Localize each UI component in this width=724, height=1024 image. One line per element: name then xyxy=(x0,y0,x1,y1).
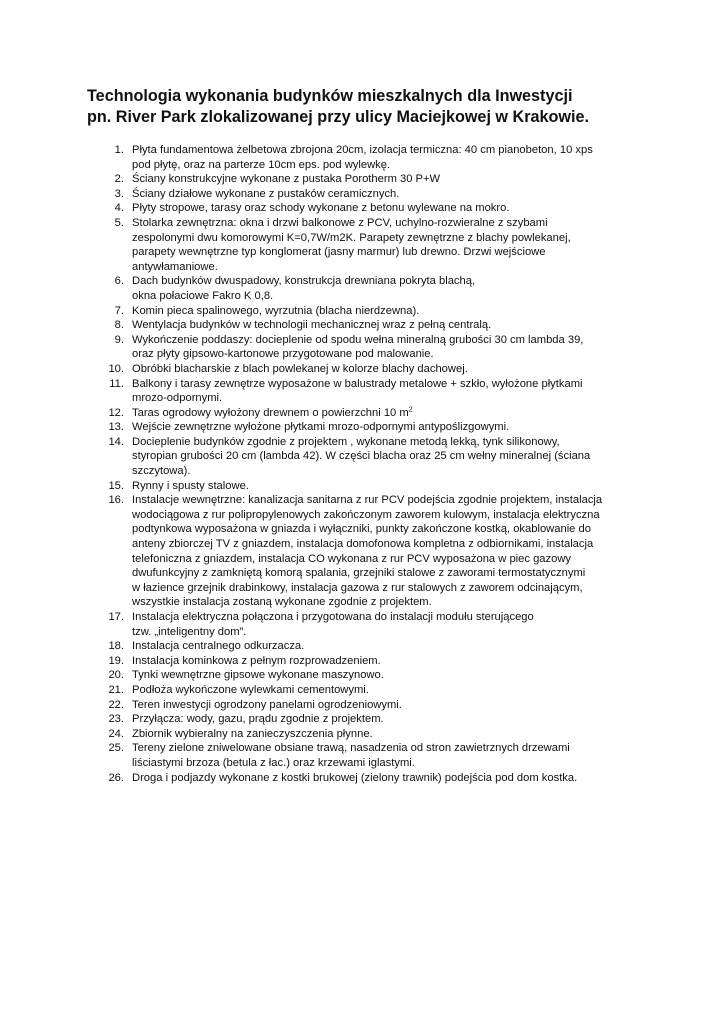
list-item-line: parapety wewnętrzne typ konglomerat (jasny marmur) lub drewno. Drzwi wejściowe xyxy=(132,246,546,259)
list-item-number: 11. xyxy=(109,377,124,390)
list-item-text xyxy=(132,625,647,640)
list-item-line: liściastymi brzoza (betula z łac.) oraz krzewami iglastymi. xyxy=(132,756,415,769)
list-item-line: Rynny i spusty stalowe. xyxy=(132,479,249,492)
list-item xyxy=(87,610,647,639)
list-item-text xyxy=(132,420,647,435)
list-item xyxy=(87,216,647,274)
list-item-line: anteny zbiorczej TV z gniazdem, instalacja domofonowa kompletna z odbiornikami, instalacja xyxy=(132,538,594,551)
list-item-text xyxy=(132,771,647,786)
list-item-text xyxy=(132,172,647,187)
list-item xyxy=(87,771,647,786)
list-item-text xyxy=(132,187,647,202)
list-item-number: 18. xyxy=(108,640,124,653)
list-item-number: 2. xyxy=(114,173,124,186)
list-item-line: Instalacje wewnętrzne: kanalizacja sanitarna z rur PCV podejścia zgodnie projektem, instalacja xyxy=(132,494,603,507)
title-line-1: Technologia wykonania budynków mieszkalnych dla Inwestycji xyxy=(87,87,573,105)
list-item-number: 23. xyxy=(108,713,124,726)
list-item xyxy=(87,187,647,202)
list-item-number: 21. xyxy=(108,683,124,696)
list-item-line: Zbiornik wybieralny na zanieczyszczenia płynne. xyxy=(132,727,373,740)
list-item xyxy=(87,362,647,377)
list-item xyxy=(87,406,647,421)
superscript: 2 xyxy=(408,405,413,413)
list-item xyxy=(87,712,647,727)
list-item xyxy=(87,143,647,172)
list-item-number: 8. xyxy=(114,319,124,332)
list-item-text xyxy=(132,493,647,508)
list-item-text xyxy=(132,464,647,479)
list-item-line: Przyłącza: wody, gazu, prądu zgodnie z projektem. xyxy=(132,713,384,726)
list-item-line: Tereny zielone zniwelowane obsiane trawą, nasadzenia od stron zawietrznych drzewami xyxy=(132,742,570,755)
list-item-line: styropian grubości 20 cm (lambda 42). W części blacha oraz 25 cm wełny mineralnej (ściana xyxy=(132,450,591,463)
title-line-2: pn. River Park zlokalizowanej przy ulicy Maciejkowej w Krakowie. xyxy=(87,108,589,126)
list-item-line: Instalacja elektryczna połączona i przygotowana do instalacji modułu sterującego xyxy=(132,611,534,623)
list-item-line: Komin pieca spalinowego, wyrzutnia (blacha nierdzewna). xyxy=(132,304,420,317)
list-item-text xyxy=(132,304,647,319)
list-item-line: Dach budynków dwuspadowy, konstrukcja drewniana pokryta blachą, xyxy=(132,275,476,288)
list-item-text xyxy=(132,260,647,275)
list-item-text xyxy=(132,245,647,260)
list-item-line: Tynki wewnętrzne gipsowe wykonane maszynowo. xyxy=(132,669,384,682)
list-item xyxy=(87,420,647,435)
list-item-number: 25. xyxy=(108,742,124,755)
list-item-text xyxy=(132,216,647,231)
list-item-text xyxy=(132,333,647,348)
list-item-text xyxy=(132,639,647,654)
list-item-text xyxy=(132,566,647,581)
list-item-number: 4. xyxy=(114,202,124,215)
list-item-text xyxy=(132,274,647,289)
list-item-number: 13. xyxy=(108,421,124,434)
list-item xyxy=(87,435,647,479)
list-item-text xyxy=(132,391,647,406)
list-item-text xyxy=(132,449,647,464)
list-item-text xyxy=(132,318,647,333)
specification-list xyxy=(87,143,647,785)
list-item-line: Taras ogrodowy wyłożony drewnem o powierzchni 10 m xyxy=(132,406,409,419)
list-item-number: 1. xyxy=(114,144,124,156)
list-item-line: okna połaciowe Fakro K 0,8. xyxy=(132,289,274,302)
list-item-line: w łazience grzejnik drabinkowy, instalacja gazowa z rur stalowych z zaworem odcinającym, xyxy=(132,581,583,594)
document-title xyxy=(87,86,647,128)
list-item-text xyxy=(132,727,647,742)
list-item-line: Instalacja centralnego odkurzacza. xyxy=(132,640,305,653)
list-item-text xyxy=(132,552,647,567)
list-item-number: 17. xyxy=(108,611,124,623)
list-item-line: mrozo-odpornymi. xyxy=(132,392,223,405)
list-item xyxy=(87,698,647,713)
list-item xyxy=(87,493,647,610)
list-item-line: Wykończenie poddaszy: docieplenie od spodu wełna mineralną grubości 30 cm lambda 39, xyxy=(132,333,584,346)
list-item-line: Płyty stropowe, tarasy oraz schody wykonane z betonu wylewane na mokro. xyxy=(132,202,510,215)
list-item xyxy=(87,274,647,303)
list-item-line: Droga i podjazdy wykonane z kostki brukowej (zielony trawnik) podejścia pod dom kostka. xyxy=(132,771,578,784)
list-item-text xyxy=(132,479,647,494)
list-item-text xyxy=(132,668,647,683)
list-item-number: 3. xyxy=(114,187,124,200)
list-item-line: Płyta fundamentowa żelbetowa zbrojona 20cm, izolacja termiczna: 40 cm pianobeton, 10 xps xyxy=(132,144,593,156)
list-item-text xyxy=(132,508,647,523)
list-item-line: Ściany działowe wykonane z pustaków ceramicznych. xyxy=(132,187,400,200)
list-item-line: zespolonymi dwu komorowymi K=0,7W/m2K. Parapety zewnętrzne z blachy powlekanej, xyxy=(132,231,571,244)
list-item-line: Wentylacja budynków w technologii mechanicznej wraz z pełną centralą. xyxy=(132,319,492,332)
list-item xyxy=(87,333,647,362)
list-item xyxy=(87,304,647,319)
list-item-text xyxy=(132,143,647,158)
list-item xyxy=(87,741,647,770)
list-item-line: Docieplenie budynków zgodnie z projektem , wykonane metodą lekką, tynk silikonowy, xyxy=(132,435,560,448)
list-item-text xyxy=(132,741,647,756)
list-item xyxy=(87,377,647,406)
list-item-line: Balkony i tarasy zewnętrze wyposażone w balustrady metalowe + szkło, wyłożone płytkami xyxy=(132,377,583,390)
list-item-text xyxy=(132,610,647,625)
list-item xyxy=(87,201,647,216)
list-item xyxy=(87,654,647,669)
list-item-text xyxy=(132,756,647,771)
list-item-number: 10. xyxy=(108,362,124,375)
list-item-text xyxy=(132,158,647,173)
list-item-number: 6. xyxy=(114,275,124,288)
list-item-line: oraz płyty gipsowo-kartonowe przygotowane pod malowanie. xyxy=(132,348,434,361)
list-item-text xyxy=(132,698,647,713)
list-item xyxy=(87,727,647,742)
list-item-line: telefoniczna z gniazdem, instalacja CO wykonana z rur PCV wyposażona w piec gazowy xyxy=(132,552,572,565)
list-item-line: szczytowa). xyxy=(132,465,191,478)
list-item-text xyxy=(132,377,647,392)
list-item-number: 7. xyxy=(114,304,124,317)
list-item-number: 15. xyxy=(108,479,124,492)
list-item-line: Instalacja kominkowa z pełnym rozprowadzeniem. xyxy=(132,654,381,667)
list-item xyxy=(87,639,647,654)
list-item-number: 20. xyxy=(108,669,124,682)
list-item-line: Stolarka zewnętrzna: okna i drzwi balkonowe z PCV, uchylno-rozwieralne z szybami xyxy=(132,216,548,229)
list-item-text xyxy=(132,406,647,421)
list-item-line: wszystkie instalacja zostaną wykonane zgodnie z projektem. xyxy=(132,596,432,609)
list-item-line: Podłoża wykończone wylewkami cementowymi. xyxy=(132,683,369,696)
list-item-number: 12. xyxy=(108,406,124,419)
list-item-text xyxy=(132,435,647,450)
list-item-number: 24. xyxy=(108,727,124,740)
list-item-line: wodociągowa z rur polipropylenowych zakończonym zaworem kulowym, instalacja elektryczna xyxy=(132,508,600,521)
list-item-line: dwufunkcyjny z zamkniętą komorą spalania, grzejniki stalowe z zaworami termostatycznymi xyxy=(132,567,586,580)
list-item-text xyxy=(132,683,647,698)
list-item-text xyxy=(132,712,647,727)
list-item xyxy=(87,318,647,333)
list-item xyxy=(87,479,647,494)
list-item-text xyxy=(132,201,647,216)
list-item xyxy=(87,172,647,187)
list-item-line: antywłamaniowe. xyxy=(132,260,218,273)
list-item-text xyxy=(132,289,647,304)
list-item-line: Obróbki blacharskie z blach powlekanej w kolorze blachy dachowej. xyxy=(132,362,468,375)
list-item-text xyxy=(132,537,647,552)
list-item-number: 22. xyxy=(108,698,124,711)
list-item-number: 14. xyxy=(108,435,124,448)
list-item-line: Wejście zewnętrzne wyłożone płytkami mrozo-odpornymi antypoślizgowymi. xyxy=(132,421,510,434)
list-item-text xyxy=(132,362,647,377)
list-item-number: 19. xyxy=(108,654,124,667)
list-item-line: Ściany konstrukcyjne wykonane z pustaka Porotherm 30 P+W xyxy=(132,173,441,186)
list-item-text xyxy=(132,654,647,669)
list-item-text xyxy=(132,231,647,246)
list-item xyxy=(87,668,647,683)
list-item xyxy=(87,683,647,698)
list-item-number: 26. xyxy=(108,771,124,784)
list-item-number: 9. xyxy=(114,333,124,346)
list-item-line: pod płytę, oraz na parterze 10cm eps. pod wylewkę. xyxy=(132,158,391,171)
list-item-number: 5. xyxy=(114,216,124,229)
list-item-text xyxy=(132,347,647,362)
list-item-line: podtynkowa wyposażona w gniazda i wyłączniki, punkty zakończone kostką, okablowanie do xyxy=(132,523,591,536)
list-item-line: Teren inwestycji ogrodzony panelami ogrodzeniowymi. xyxy=(132,698,402,711)
list-item-text xyxy=(132,581,647,596)
list-item-text xyxy=(132,595,647,610)
list-item-number: 16. xyxy=(108,494,124,507)
list-item-text xyxy=(132,522,647,537)
list-item-line: tzw. „inteligentny dom”. xyxy=(132,625,247,638)
